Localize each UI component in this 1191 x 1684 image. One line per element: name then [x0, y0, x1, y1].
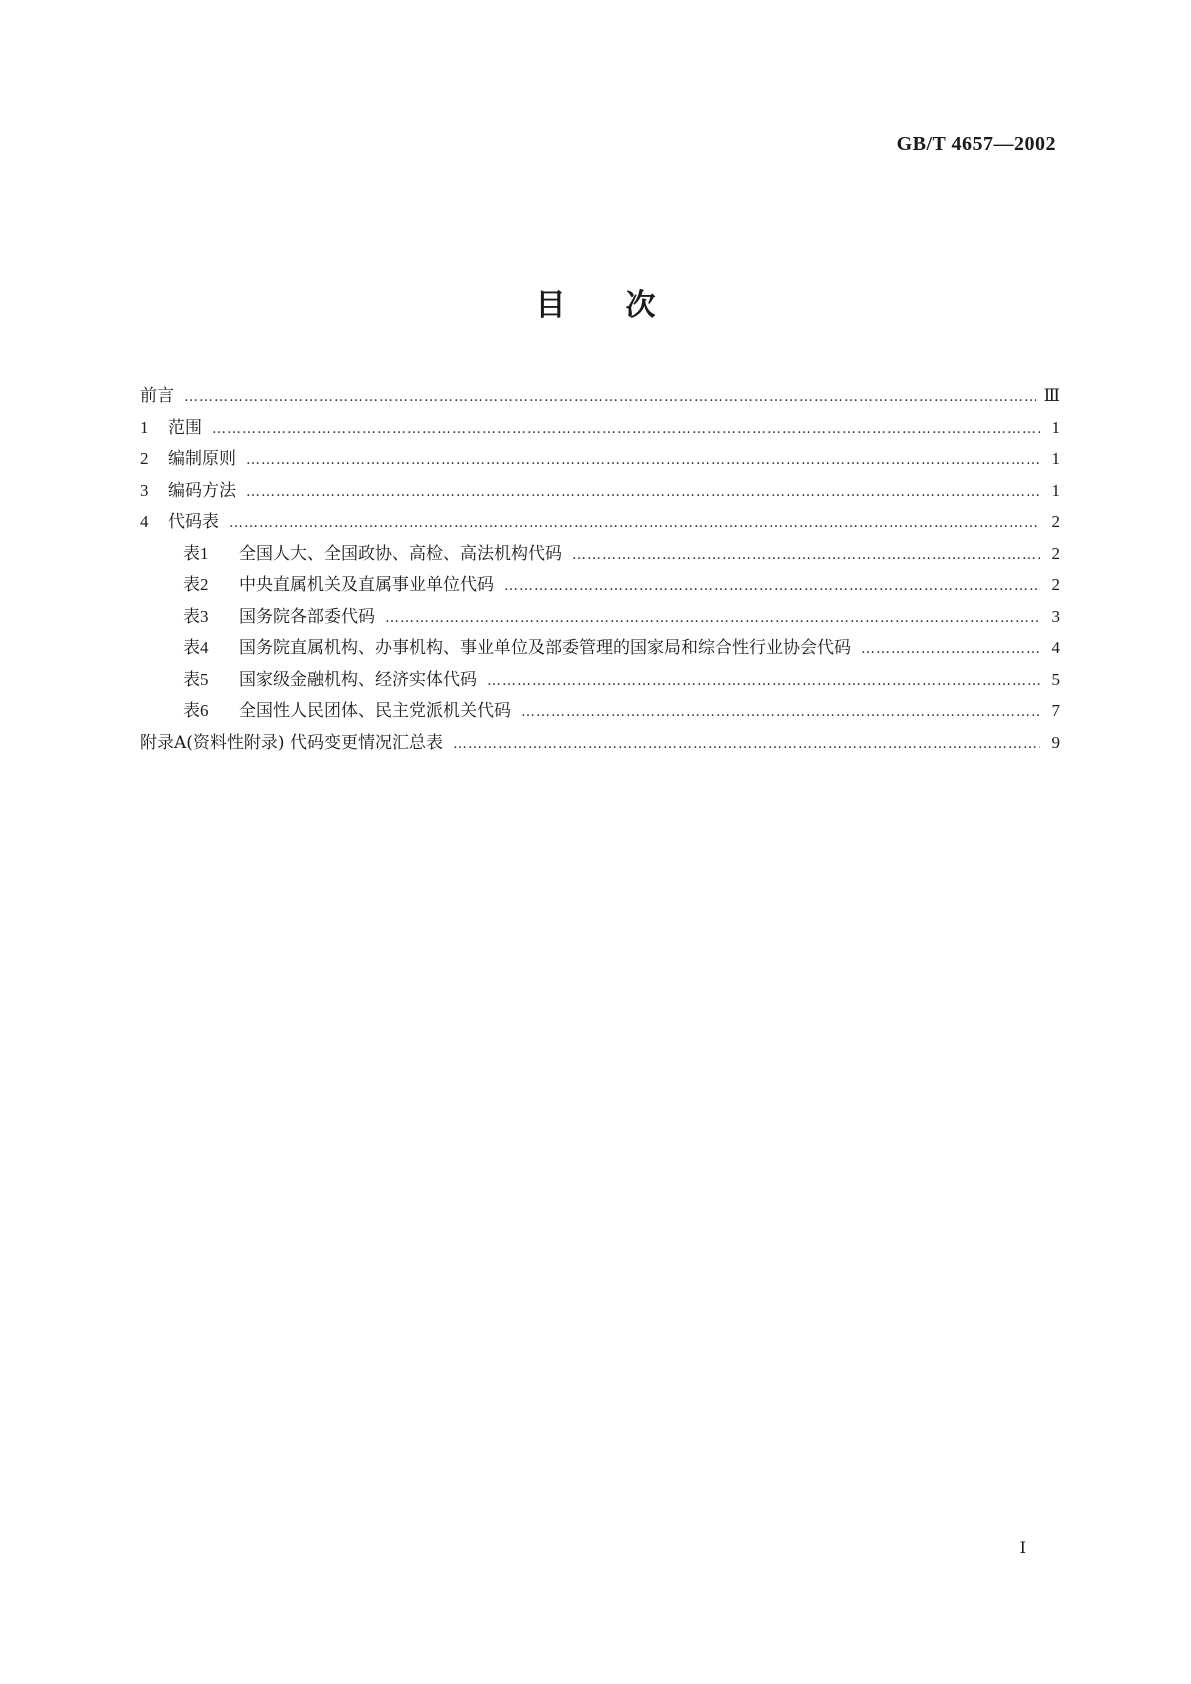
- toc-entry-number: 表4: [183, 638, 209, 657]
- toc-entry-page: 1: [1051, 417, 1060, 437]
- toc-entry-text: 编码方法: [168, 480, 236, 501]
- toc-entry-text: 编制原则: [168, 449, 236, 469]
- standard-number: GB/T 4657—2002: [896, 133, 1056, 155]
- toc-entry-number: 1: [140, 417, 149, 437]
- toc-entry-number: 表6: [183, 701, 209, 720]
- toc-entry-page: 1: [1051, 449, 1060, 468]
- toc-entry-text: 全国人大、全国政协、高检、高法机构代码: [239, 543, 562, 564]
- toc-entry-principles[interactable]: [140, 443, 1060, 475]
- toc-entry-appendix-a[interactable]: [140, 727, 1060, 759]
- toc-entry-page: 4: [1051, 638, 1060, 657]
- dot-leader: [487, 666, 1040, 698]
- toc-entry-text: 附录A(资料性附录) 代码变更情况汇总表: [140, 732, 443, 753]
- toc-entry-number: 表3: [183, 606, 209, 626]
- toc-entry-page: Ⅲ: [1043, 386, 1060, 405]
- toc-entry-scope[interactable]: [140, 412, 1060, 444]
- toc-entry-table-1[interactable]: [140, 538, 1060, 570]
- dot-leader: [229, 508, 1040, 540]
- toc-entry-page: 1: [1051, 480, 1060, 500]
- toc-entry-text: 全国性人民团体、民主党派机关代码: [239, 701, 511, 721]
- toc-entry-preface[interactable]: [140, 380, 1060, 412]
- toc-entry-text: 国务院直属机构、办事机构、事业单位及部委管理的国家局和综合性行业协会代码: [239, 638, 851, 658]
- toc-entry-table-6[interactable]: [140, 695, 1060, 727]
- toc-entry-page: 2: [1051, 575, 1060, 594]
- toc-entry-table-2[interactable]: [140, 569, 1060, 601]
- page-number: Ⅰ: [1019, 1540, 1026, 1557]
- toc-entry-table-4[interactable]: [140, 632, 1060, 664]
- toc-entry-text: 国家级金融机构、经济实体代码: [239, 669, 477, 690]
- toc-entry-text: 代码表: [168, 512, 219, 532]
- toc-entry-text: 前言: [140, 386, 174, 406]
- toc-entry-page: 5: [1051, 669, 1060, 689]
- dot-leader: [246, 445, 1040, 477]
- dot-leader: [212, 414, 1040, 446]
- dot-leader: [184, 382, 1036, 414]
- dot-leader: [385, 603, 1040, 635]
- toc-entry-page: 2: [1051, 543, 1060, 563]
- dot-leader: [572, 540, 1040, 572]
- toc-entry-table-3[interactable]: [140, 601, 1060, 633]
- toc-entry-text: 范围: [168, 417, 202, 438]
- toc-entry-page: 2: [1051, 512, 1060, 531]
- toc-entry-number: 4: [140, 512, 149, 531]
- toc-entry-code-tables[interactable]: [140, 506, 1060, 538]
- toc-entry-number: 表5: [183, 669, 209, 689]
- toc-entry-text: 国务院各部委代码: [239, 606, 375, 627]
- toc-entry-number: 表2: [183, 575, 209, 594]
- toc-entry-page: 7: [1051, 701, 1060, 720]
- table-of-contents: [140, 380, 1060, 758]
- dot-leader: [453, 729, 1040, 761]
- toc-entry-number: 2: [140, 449, 149, 468]
- toc-entry-number: 表1: [183, 543, 209, 563]
- toc-entry-table-5[interactable]: [140, 664, 1060, 696]
- dot-leader: [861, 634, 1040, 666]
- page-title: 目次: [535, 288, 716, 323]
- toc-entry-page: 3: [1051, 606, 1060, 626]
- dot-leader: [504, 571, 1040, 603]
- toc-entry-number: 3: [140, 480, 149, 500]
- toc-entry-text: 中央直属机关及直属事业单位代码: [239, 575, 494, 595]
- dot-leader: [246, 477, 1040, 509]
- toc-entry-method[interactable]: [140, 475, 1060, 507]
- dot-leader: [521, 697, 1040, 729]
- toc-entry-page: 9: [1051, 732, 1060, 752]
